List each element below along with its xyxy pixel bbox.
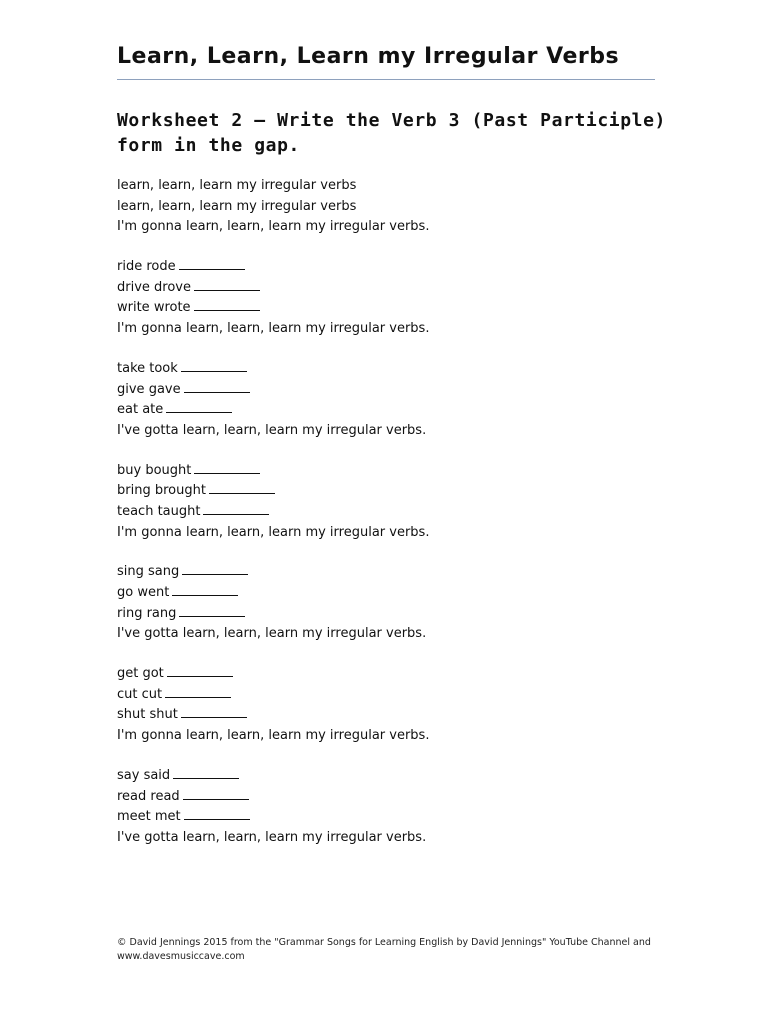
intro-stanza (117, 176, 677, 238)
title-divider (117, 79, 655, 80)
verb-line (117, 298, 677, 319)
verb-line (117, 278, 677, 299)
answer-gap[interactable] (182, 562, 248, 575)
verb-forms: go went (117, 585, 170, 600)
lyrics (117, 176, 677, 868)
intro-line: I'm gonna learn, learn, learn my irregular verbs. (117, 219, 430, 235)
page-title: Learn, Learn, Learn my Irregular Verbs (117, 44, 620, 69)
verb-stanza (117, 664, 677, 747)
verb-forms: bring brought (117, 483, 206, 499)
verb-line (117, 766, 677, 787)
verb-line (117, 400, 677, 421)
verb-forms: meet met (117, 809, 181, 825)
verb-forms: give gave (117, 381, 181, 397)
answer-gap[interactable] (181, 359, 247, 372)
intro-line: learn, learn, learn my irregular verbs (117, 178, 357, 193)
answer-gap[interactable] (179, 604, 245, 617)
verb-forms: teach taught (117, 503, 201, 519)
verb-stanza (117, 562, 677, 645)
verb-forms: ring rang (117, 605, 177, 621)
answer-gap[interactable] (173, 766, 239, 779)
verb-line (117, 562, 677, 583)
verb-line (117, 664, 677, 685)
refrain-line: I'm gonna learn, learn, learn my irregular verbs. (117, 728, 430, 744)
copyright-footer: © David Jennings 2015 from the "Grammar Songs for Learning English by David Jennings" YouTube Channel and www.davesmusiccave.com (117, 937, 651, 962)
verb-line (117, 257, 677, 278)
verb-line (117, 787, 677, 808)
verb-forms: buy bought (117, 462, 192, 478)
verb-stanza (117, 766, 677, 849)
answer-gap[interactable] (184, 807, 250, 820)
answer-gap[interactable] (184, 380, 250, 393)
refrain-line: I'm gonna learn, learn, learn my irregular verbs. (117, 524, 430, 540)
verb-stanza (117, 461, 677, 544)
intro-line: learn, learn, learn my irregular verbs (117, 198, 357, 214)
refrain-line: I've gotta learn, learn, learn my irregular verbs. (117, 422, 427, 438)
verb-forms: sing sang (117, 564, 180, 580)
verb-forms: get got (117, 666, 164, 682)
verb-forms: ride rode (117, 259, 176, 275)
verb-line (117, 685, 677, 706)
worksheet-heading: Worksheet 2 – Write the Verb 3 (Past Participle) form in the gap. (117, 110, 666, 156)
answer-gap[interactable] (203, 502, 269, 515)
answer-gap[interactable] (194, 298, 260, 311)
verb-line (117, 807, 677, 828)
verb-forms: say said (117, 767, 171, 783)
verb-forms: write wrote (117, 300, 191, 316)
verb-line (117, 583, 677, 604)
verb-line (117, 481, 677, 502)
refrain-line: I've gotta learn, learn, learn my irregular verbs. (117, 829, 427, 845)
refrain-line: I've gotta learn, learn, learn my irregular verbs. (117, 626, 427, 642)
verb-forms: shut shut (117, 707, 178, 723)
answer-gap[interactable] (166, 400, 232, 413)
answer-gap[interactable] (194, 278, 260, 291)
verb-forms: eat ate (117, 402, 164, 418)
verb-forms: cut cut (117, 686, 163, 702)
answer-gap[interactable] (181, 705, 247, 718)
answer-gap[interactable] (209, 481, 275, 494)
answer-gap[interactable] (179, 257, 245, 270)
verb-line (117, 604, 677, 625)
verb-forms: read read (117, 788, 180, 804)
verb-line (117, 705, 677, 726)
answer-gap[interactable] (167, 664, 233, 677)
verb-forms: drive drove (117, 279, 191, 295)
refrain-line: I'm gonna learn, learn, learn my irregular verbs. (117, 321, 430, 337)
answer-gap[interactable] (194, 461, 260, 474)
verb-line (117, 502, 677, 523)
verb-line (117, 380, 677, 401)
verb-line (117, 461, 677, 482)
answer-gap[interactable] (172, 583, 238, 596)
answer-gap[interactable] (183, 787, 249, 800)
verb-forms: take took (117, 360, 178, 376)
verb-line (117, 359, 677, 380)
verb-stanza (117, 257, 677, 340)
answer-gap[interactable] (165, 685, 231, 698)
verb-stanza (117, 359, 677, 442)
